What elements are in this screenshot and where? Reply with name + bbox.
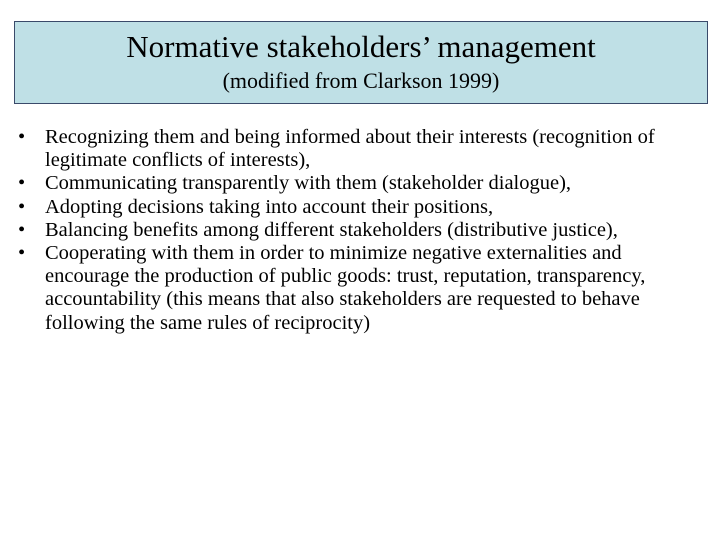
slide-title: Normative stakeholders’ management (126, 29, 596, 64)
list-item (18, 242, 708, 335)
list-item (18, 172, 708, 195)
bullet-icon: • (18, 218, 26, 241)
title-box (14, 21, 708, 104)
bullet-text: Cooperating with them in order to minimize negative externalities and encourage the production of public goods: trust, reputation, transparency, accountability (this means that also stakeholders are requested to behave following the same rules of reciprocity) (45, 242, 646, 334)
bullet-icon: • (18, 195, 26, 218)
bullet-text: Balancing benefits among different stakeholders (distributive justice), (45, 218, 618, 241)
bullet-list (18, 126, 708, 335)
list-item (18, 196, 708, 219)
bullet-icon: • (18, 242, 26, 265)
bullet-icon: • (18, 172, 26, 195)
bullet-text: Adopting decisions taking into account their positions, (45, 195, 494, 218)
list-item (18, 126, 708, 172)
bullet-text: Recognizing them and being informed about their interests (recognition of legitimate conflicts of interests), (45, 126, 655, 172)
list-item (18, 219, 708, 242)
bullet-icon: • (18, 126, 26, 148)
slide-subtitle: (modified from Clarkson 1999) (222, 68, 500, 93)
bullet-text: Communicating transparently with them (stakeholder dialogue), (45, 172, 572, 195)
